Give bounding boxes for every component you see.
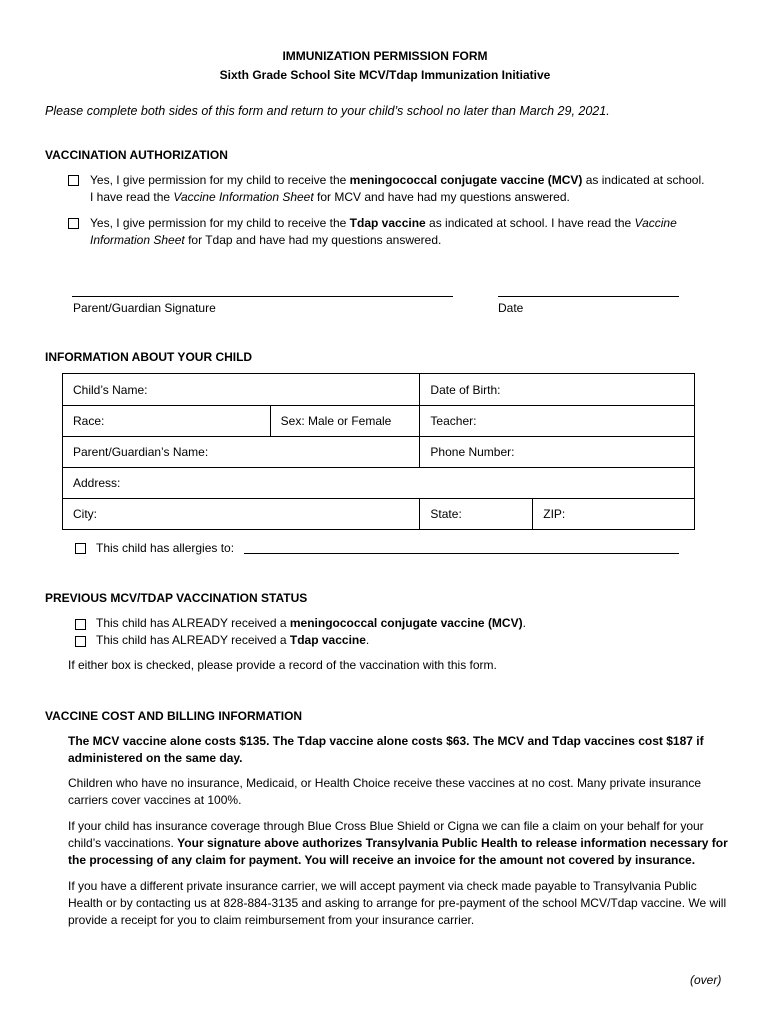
mcv-permission-line2: I have read the Vaccine Information Sheet for MCV and have had my questions answered. <box>90 190 570 204</box>
state-field[interactable]: State: <box>420 499 533 530</box>
sex-field[interactable]: Sex: Male or Female <box>270 406 420 437</box>
childs-name-field[interactable]: Child’s Name: <box>63 374 420 406</box>
allergies-label: This child has allergies to: <box>96 541 235 555</box>
tdap-permission-checkbox[interactable] <box>68 218 79 229</box>
billing-costs: The MCV vaccine alone costs $135. The Tdap vaccine alone costs $63. The MCV and Tdap vaccines cost $187 if administered on the same day. <box>68 734 704 765</box>
city-field[interactable]: City: <box>63 499 420 530</box>
teacher-field[interactable]: Teacher: <box>420 406 695 437</box>
billing-claim: If your child has insurance coverage through Blue Cross Blue Shield or Cigna we can file a claim on your behalf for your child’s vaccinations. Your signature above authorizes Transylvania Public Health to release information necessary for the processing of any claim for payment. You will receive an invoice for the amount not covered by insurance. <box>68 819 728 867</box>
signature-line[interactable] <box>72 296 453 297</box>
allergies-line[interactable] <box>244 553 679 554</box>
billing-other: If you have a different private insurance carrier, we will accept payment via check made payable to Transylvania Public Health or by contacting us at 828-884-3135 and asking to arrange for pre-payment of the school MCV/Tdap vaccine. We will provide a receipt for you to claim reimbursement from your insurance carrier. <box>68 879 727 927</box>
over-note: (over) <box>690 973 722 987</box>
instruction-text: Please complete both sides of this form and return to your child’s school no later than March 29, 2021. <box>45 104 610 118</box>
guardian-name-field[interactable]: Parent/Guardian’s Name: <box>63 437 420 468</box>
tdap-permission-line1: Yes, I give permission for my child to receive the Tdap vaccine as indicated at school. I have read the Vaccine <box>90 216 677 230</box>
previous-tdap-label: This child has ALREADY received a Tdap vaccine. <box>96 633 370 647</box>
address-field[interactable]: Address: <box>63 468 695 499</box>
child-info-heading: INFORMATION ABOUT YOUR CHILD <box>45 350 253 364</box>
previous-tdap-checkbox[interactable] <box>75 636 86 647</box>
previous-mcv-label: This child has ALREADY received a meningococcal conjugate vaccine (MCV). <box>96 616 526 630</box>
child-info-table <box>62 373 695 530</box>
tdap-permission-line2: Information Sheet for Tdap and have had my questions answered. <box>90 233 442 247</box>
form-subtitle: Sixth Grade School Site MCV/Tdap Immunization Initiative <box>219 68 551 82</box>
phone-field[interactable]: Phone Number: <box>420 437 695 468</box>
authorization-heading: VACCINATION AUTHORIZATION <box>45 148 228 162</box>
signature-label: Parent/Guardian Signature <box>73 301 216 315</box>
zip-field[interactable]: ZIP: <box>533 499 695 530</box>
billing-no-cost: Children who have no insurance, Medicaid, or Health Choice receive these vaccines at no cost. Many private insurance carriers cover vaccines at 100%. <box>68 776 701 807</box>
date-label: Date <box>498 301 524 315</box>
previous-heading: PREVIOUS MCV/TDAP VACCINATION STATUS <box>45 591 308 605</box>
mcv-permission-line1: Yes, I give permission for my child to receive the meningococcal conjugate vaccine (MCV) as indicated at school. <box>90 173 705 187</box>
race-field[interactable]: Race: <box>63 406 271 437</box>
previous-note: If either box is checked, please provide a record of the vaccination with this form. <box>68 658 497 672</box>
billing-heading: VACCINE COST AND BILLING INFORMATION <box>45 709 303 723</box>
previous-mcv-checkbox[interactable] <box>75 619 86 630</box>
date-line[interactable] <box>498 296 679 297</box>
mcv-permission-checkbox[interactable] <box>68 175 79 186</box>
dob-field[interactable]: Date of Birth: <box>420 374 695 406</box>
allergies-checkbox[interactable] <box>75 543 86 554</box>
form-title: IMMUNIZATION PERMISSION FORM <box>282 49 488 63</box>
